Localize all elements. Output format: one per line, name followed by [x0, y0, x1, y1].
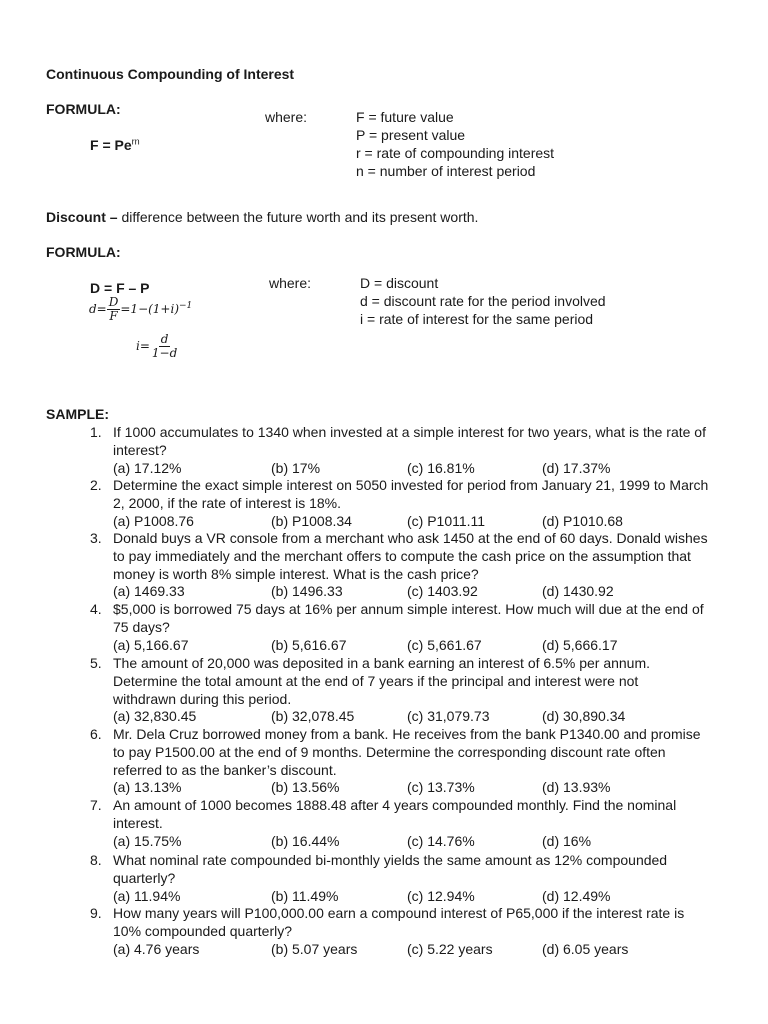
question-number: 8. [90, 852, 102, 868]
choice-c: (c) 12.94% [407, 887, 475, 904]
formula-heading-1: FORMULA: [46, 101, 121, 117]
choice-c: (c) P1011.11 [407, 512, 486, 529]
choice-d: (d) P1010.68 [542, 512, 623, 529]
formula-continuous-exponent: rn [131, 136, 140, 147]
choice-a: (a) 13.13% [113, 779, 182, 796]
formula-d-rhs: =1−(1+i) [120, 302, 180, 316]
choice-b: (b) 32,078.45 [271, 708, 355, 725]
choice-a: (a) 1469.33 [113, 583, 185, 600]
fraction-d-over-f [107, 296, 121, 323]
choice-a: (a) 5,166.67 [113, 636, 189, 653]
question-number: 6. [90, 726, 102, 742]
formula-d-lhs: d= [89, 302, 107, 316]
variable-item: d = discount rate for the period involved [360, 293, 606, 309]
choice-b: (b) 16.44% [271, 832, 340, 849]
variable-item: P = present value [356, 127, 466, 143]
variable-item: r = rate of compounding interest [356, 145, 555, 161]
where-label-1: where: [265, 109, 308, 125]
question-text: What nominal rate compounded bi-monthly yields the same amount as 12% compounded quarterly? [113, 852, 668, 886]
question-number: 2. [90, 477, 102, 493]
choice-d: (d) 12.49% [542, 887, 611, 904]
formula-i-lhs: i= [136, 339, 150, 353]
question-text: How many years will P100,000.00 earn a compound interest of P65,000 if the interest rate is 10% compounded quarterly? [113, 905, 685, 939]
formula-continuous-base: F = Pe [90, 137, 132, 153]
choice-d: (d) 6.05 years [542, 940, 629, 957]
question-number: 7. [90, 797, 102, 813]
page-title: Continuous Compounding of Interest [46, 66, 295, 82]
variable-item: n = number of interest period [356, 163, 536, 179]
choice-c: (c) 1403.92 [407, 583, 478, 600]
fraction-numerator: D [108, 295, 119, 309]
choice-c: (c) 16.81% [407, 459, 475, 476]
choice-d: (d) 1430.92 [542, 583, 614, 600]
variable-item: D = discount [360, 275, 439, 291]
choice-b: (b) 5.07 years [271, 940, 358, 957]
discount-text: difference between the future worth and its present worth. [117, 209, 479, 225]
question-number: 1. [90, 424, 102, 440]
sample-heading: SAMPLE: [46, 406, 109, 422]
choice-d: (d) 5,666.17 [542, 636, 618, 653]
question-text: The amount of 20,000 was deposited in a bank earning an interest of 6.5% per annum. Determine the total amount at the end of 7 years if the principal and interest were not withdrawn during this period. [113, 655, 651, 707]
variable-item: F = future value [356, 109, 454, 125]
choice-c: (c) 13.73% [407, 779, 475, 796]
formula-discount-rate [89, 296, 192, 323]
question-text: $5,000 is borrowed 75 days at 16% per annum simple interest. How much will due at the end of 75 days? [113, 601, 704, 635]
discount-definition [46, 208, 478, 226]
choice-b: (b) 13.56% [271, 779, 340, 796]
choice-c: (c) 14.76% [407, 832, 475, 849]
where-label-2: where: [269, 275, 312, 291]
variable-list-1 [356, 108, 554, 180]
formula-interest-rate [136, 333, 179, 360]
choice-d: (d) 13.93% [542, 779, 611, 796]
choice-b: (b) 11.49% [271, 887, 339, 904]
choice-a: (a) 17.12% [113, 459, 182, 476]
formula-discount: D = F – P [90, 280, 150, 296]
question-text: Determine the exact simple interest on 5050 invested for period from January 21, 1999 to March 2, 2000, if the rate of interest is 18%. [113, 477, 709, 511]
question-number: 9. [90, 905, 102, 921]
choice-a: (a) 32,830.45 [113, 708, 197, 725]
choice-c: (c) 5.22 years [407, 940, 493, 957]
choice-a: (a) 15.75% [113, 832, 182, 849]
question-text: If 1000 accumulates to 1340 when invested at a simple interest for two years, what is the rate of interest? [113, 424, 706, 458]
discount-term: Discount – [46, 209, 118, 225]
question-text: An amount of 1000 becomes 1888.48 after 4 years compounded monthly. Find the nominal interest. [113, 797, 677, 831]
question-text: Mr. Dela Cruz borrowed money from a bank. He receives from the bank P1340.00 and promise to pay P1500.00 at the end of 9 months. Determine the corresponding discount rate often referred to as the banker’s discount. [113, 726, 701, 778]
choice-a: (a) P1008.76 [113, 512, 194, 529]
formula-d-exponent: −1 [179, 301, 193, 311]
fraction-denominator: 1−d [151, 346, 178, 360]
choice-d: (d) 30,890.34 [542, 708, 626, 725]
choice-c: (c) 31,079.73 [407, 708, 490, 725]
variable-item: i = rate of interest for the same period [360, 311, 594, 327]
fraction-numerator: d [160, 332, 169, 346]
choice-c: (c) 5,661.67 [407, 636, 482, 653]
fraction-denominator: F [109, 309, 118, 323]
choice-d: (d) 16% [542, 832, 592, 849]
choice-b: (b) 1496.33 [271, 583, 343, 600]
question-text: Donald buys a VR console from a merchant who ask 1450 at the end of 60 days. Donald wishes to pay immediately and the merchant offers to compute the cash price on the assumption that money is worth 8% simple interest. What is the cash price? [113, 530, 708, 582]
choice-a: (a) 11.94% [113, 887, 181, 904]
choice-b: (b) 17% [271, 459, 321, 476]
choice-b: (b) P1008.34 [271, 512, 352, 529]
question-number: 5. [90, 655, 102, 671]
choice-b: (b) 5,616.67 [271, 636, 347, 653]
question-number: 4. [90, 601, 102, 617]
choice-a: (a) 4.76 years [113, 940, 200, 957]
choice-d: (d) 17.37% [542, 459, 611, 476]
formula-heading-2: FORMULA: [46, 244, 121, 260]
fraction-d-over-1-minus-d [150, 333, 179, 360]
formula-continuous [90, 136, 140, 154]
question-number: 3. [90, 530, 102, 546]
variable-list-2 [360, 274, 606, 328]
